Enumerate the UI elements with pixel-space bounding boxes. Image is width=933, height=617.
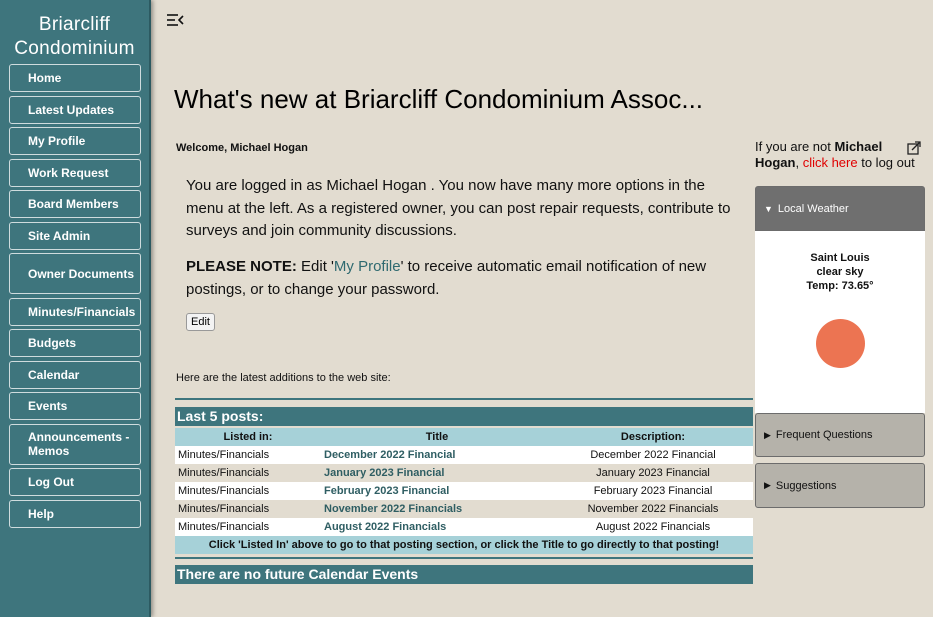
site-title[interactable]	[0, 13, 149, 61]
nav-item-calendar[interactable]: Calendar	[9, 361, 141, 389]
table-row	[175, 482, 753, 500]
logout-post: to log out	[857, 155, 915, 170]
column-header-title: Title	[321, 428, 553, 446]
logout-notice	[755, 139, 925, 171]
nav-item-site-admin[interactable]: Site Admin	[9, 222, 141, 250]
logout-user-name: Michael Hogan	[755, 139, 883, 170]
listed-in-link[interactable]: Minutes/Financials	[175, 446, 321, 464]
post-title-link[interactable]: August 2022 Financials	[321, 518, 553, 536]
column-header-listed-in: Listed in:	[175, 428, 321, 446]
listed-in-link[interactable]: Minutes/Financials	[175, 464, 321, 482]
table-row	[175, 518, 753, 536]
suggestions-title: Suggestions	[775, 479, 837, 492]
post-title-link[interactable]: December 2022 Financial	[321, 446, 553, 464]
nav-item-work-request[interactable]: Work Request	[9, 159, 141, 187]
nav-item-my-profile[interactable]: My Profile	[9, 127, 141, 155]
nav-item-budgets[interactable]: Budgets	[9, 329, 141, 357]
nav-item-minutes-financials[interactable]: Minutes/Financials	[9, 298, 141, 326]
nav-item-latest-updates[interactable]: Latest Updates	[9, 96, 141, 124]
calendar-events-heading: There are no future Calendar Events	[175, 565, 753, 584]
divider	[175, 557, 753, 559]
post-description: August 2022 Financials	[553, 518, 753, 536]
weather-city: Saint Louis	[810, 252, 870, 264]
table-row	[175, 500, 753, 518]
post-description: December 2022 Financial	[553, 446, 753, 464]
table-row	[175, 464, 753, 482]
table-footer-row	[175, 536, 753, 554]
table-footer-note: Click 'Listed In' above to go to that posting section, or click the Title to go directly to that posting!	[175, 536, 753, 554]
logged-in-message: You are logged in as Michael Hogan . You now have many more options in the menu at the left. As a registered owner, you can post repair requests, contribute to surveys and join community discussions.	[186, 177, 731, 239]
local-weather-toggle[interactable]	[755, 186, 925, 231]
last-posts-heading: Last 5 posts:	[175, 407, 753, 426]
frequent-questions-title: Frequent Questions	[775, 429, 873, 441]
nav-item-log-out[interactable]: Log Out	[9, 468, 141, 496]
nav-item-announcements-memos[interactable]: Announcements - Memos	[9, 424, 141, 465]
column-header-description: Description:	[553, 428, 753, 446]
page-title: What's new at Briarcliff Condominium Assoc...	[174, 84, 704, 114]
latest-additions-intro: Here are the latest additions to the web site:	[176, 372, 391, 384]
caret-right-icon: ▶	[764, 429, 771, 440]
listed-in-link[interactable]: Minutes/Financials	[175, 500, 321, 518]
my-profile-link[interactable]: My Profile	[333, 258, 401, 275]
nav-item-events[interactable]: Events	[9, 392, 141, 420]
weather-panel	[755, 231, 925, 413]
post-description: November 2022 Financials	[553, 500, 753, 518]
nav-item-home[interactable]: Home	[9, 64, 141, 92]
post-description: January 2023 Financial	[553, 464, 753, 482]
note-label: PLEASE NOTE:	[186, 258, 297, 275]
welcome-message: Welcome, Michael Hogan	[176, 142, 308, 154]
listed-in-link[interactable]: Minutes/Financials	[175, 482, 321, 500]
logout-pre: If you are not	[755, 139, 835, 154]
table-row	[175, 446, 753, 464]
nav-menu	[9, 64, 141, 531]
post-title-link[interactable]: February 2023 Financial	[321, 482, 553, 500]
note-post: ' to receive automatic email notification of new postings, or to change your password.	[186, 258, 707, 298]
listed-in-link[interactable]: Minutes/Financials	[175, 518, 321, 536]
site-title-line1: Briarcliff	[38, 14, 111, 35]
caret-right-icon: ▶	[764, 480, 771, 490]
site-title-line2: Condominium	[14, 38, 135, 59]
nav-item-help[interactable]: Help	[9, 500, 141, 528]
logout-link[interactable]: click here	[802, 155, 858, 170]
local-weather-title: Local Weather	[777, 202, 849, 215]
suggestions-toggle[interactable]	[755, 463, 925, 508]
caret-down-icon: ▼	[764, 203, 773, 214]
external-link-icon[interactable]	[907, 141, 921, 155]
sidebar	[0, 0, 151, 617]
last-posts-table	[175, 428, 753, 554]
note-pre: Edit '	[296, 258, 334, 275]
post-title-link[interactable]: January 2023 Financial	[321, 464, 553, 482]
post-description: February 2023 Financial	[553, 482, 753, 500]
profile-note	[186, 256, 746, 301]
nav-item-owner-documents[interactable]: Owner Documents	[9, 253, 141, 294]
frequent-questions-toggle[interactable]	[755, 413, 925, 457]
divider	[175, 398, 753, 400]
menu-collapse-icon[interactable]	[166, 12, 184, 28]
sun-icon	[816, 319, 865, 368]
weather-condition: clear sky	[816, 266, 864, 278]
table-header-row	[175, 428, 753, 446]
edit-button[interactable]: Edit	[186, 313, 215, 331]
logout-comma: ,	[795, 155, 803, 170]
nav-item-board-members[interactable]: Board Members	[9, 190, 141, 218]
post-title-link[interactable]: November 2022 Financials	[321, 500, 553, 518]
weather-temperature: Temp: 73.65°	[806, 280, 874, 292]
